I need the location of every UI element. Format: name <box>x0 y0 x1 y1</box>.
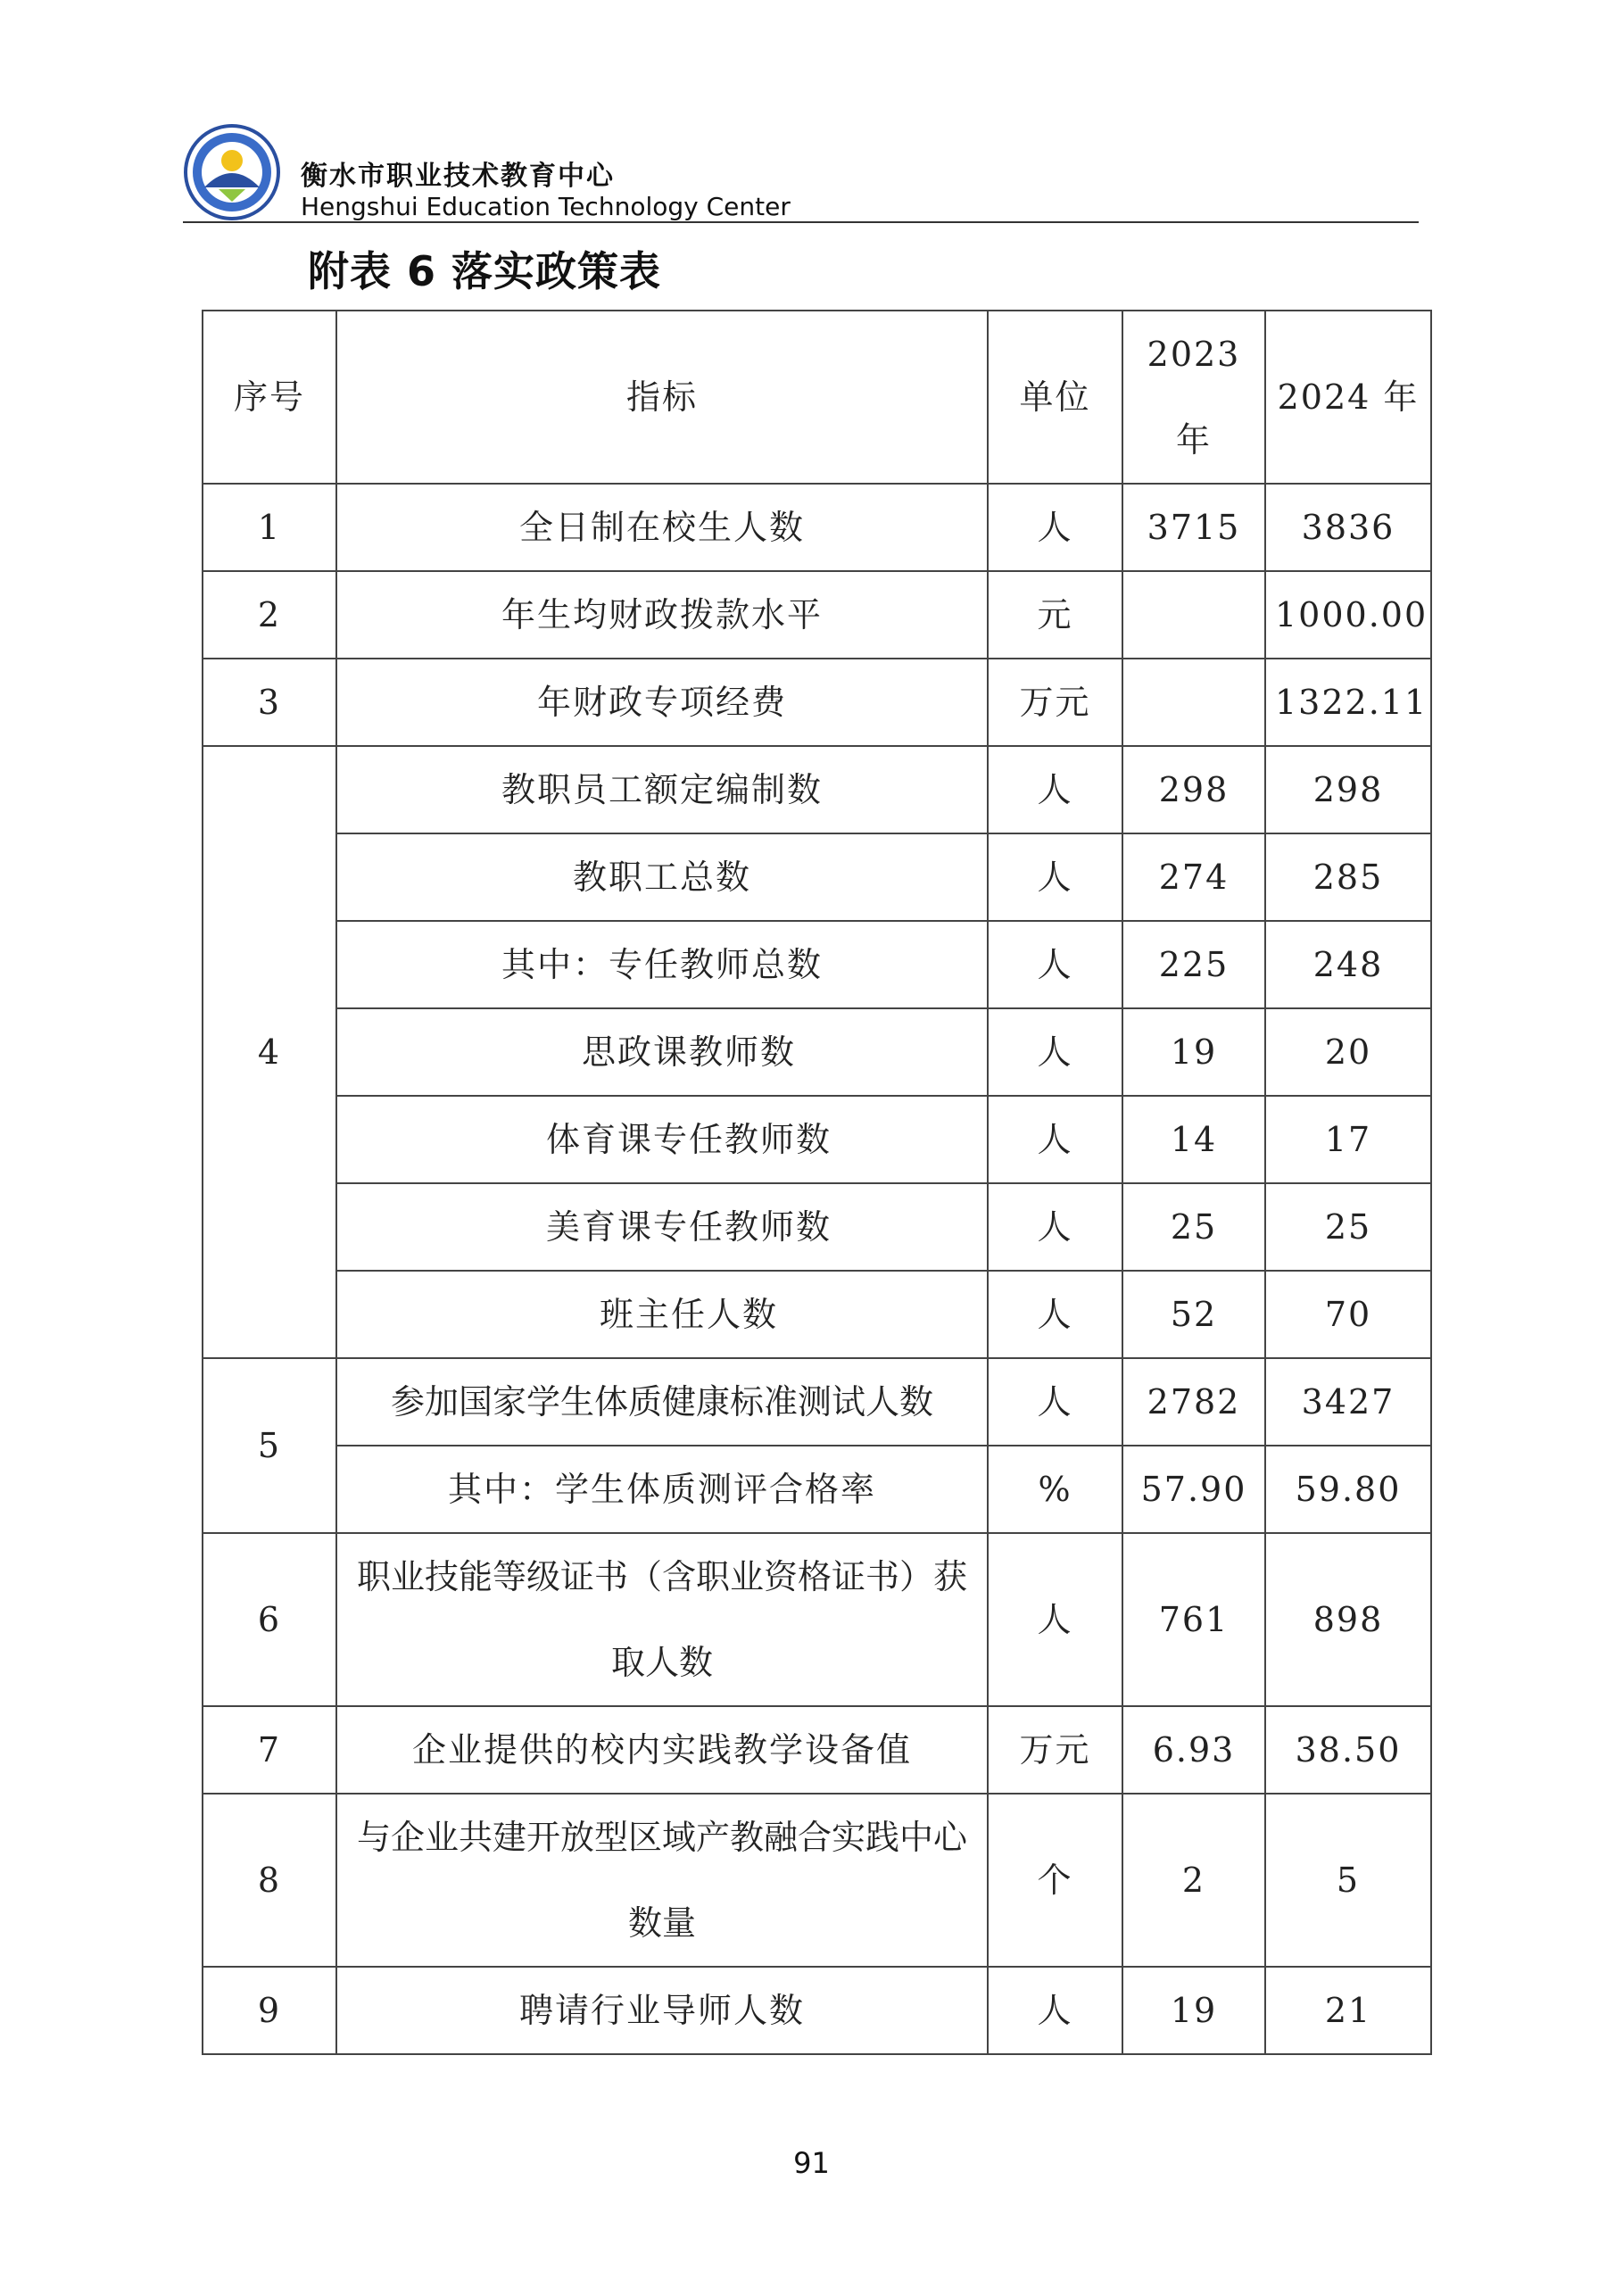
row-2024: 70 <box>1265 1271 1431 1358</box>
row-2023: 57.90 <box>1122 1446 1265 1533</box>
row-2024: 248 <box>1265 921 1431 1008</box>
row-no: 2 <box>203 571 336 659</box>
row-unit: 万元 <box>988 1706 1122 1794</box>
row-unit: 人 <box>988 1183 1122 1271</box>
table-row <box>203 1358 1431 1446</box>
row-unit: 人 <box>988 484 1122 571</box>
row-indicator: 年生均财政拨款水平 <box>336 571 988 659</box>
row-indicator: 美育课专任教师数 <box>336 1183 988 1271</box>
row-indicator: 企业提供的校内实践教学设备值 <box>336 1706 988 1794</box>
row-indicator: 思政课教师数 <box>336 1008 988 1096</box>
row-2023: 225 <box>1122 921 1265 1008</box>
row-2024: 59.80 <box>1265 1446 1431 1533</box>
header-no: 序号 <box>203 311 336 484</box>
table-row <box>203 833 1431 921</box>
policy-table <box>202 310 1432 2055</box>
row-indicator: 体育课专任教师数 <box>336 1096 988 1183</box>
row-unit: 个 <box>988 1794 1122 1967</box>
table-row <box>203 1967 1431 2054</box>
row-2023 <box>1122 659 1265 746</box>
table-row <box>203 1446 1431 1533</box>
row-unit: 人 <box>988 1096 1122 1183</box>
header-2023: 2023 年 <box>1122 311 1265 484</box>
row-2023: 298 <box>1122 746 1265 833</box>
table-row <box>203 571 1431 659</box>
row-indicator: 其中：专任教师总数 <box>336 921 988 1008</box>
header-2024: 2024 年 <box>1265 311 1431 484</box>
row-2024: 21 <box>1265 1967 1431 2054</box>
row-indicator: 参加国家学生体质健康标准测试人数 <box>336 1358 988 1446</box>
row-2023: 3715 <box>1122 484 1265 571</box>
row-unit: 人 <box>988 746 1122 833</box>
row-unit: 人 <box>988 833 1122 921</box>
table-row <box>203 1008 1431 1096</box>
row-no: 4 <box>203 746 336 1358</box>
row-unit: 人 <box>988 1271 1122 1358</box>
row-2024: 38.50 <box>1265 1706 1431 1794</box>
row-2024: 298 <box>1265 746 1431 833</box>
table-row <box>203 484 1431 571</box>
table-row <box>203 1183 1431 1271</box>
row-2023 <box>1122 571 1265 659</box>
row-no: 9 <box>203 1967 336 2054</box>
row-indicator: 班主任人数 <box>336 1271 988 1358</box>
row-unit: 人 <box>988 1358 1122 1446</box>
row-indicator: 聘请行业导师人数 <box>336 1967 988 2054</box>
header-indicator: 指标 <box>336 311 988 484</box>
row-2023: 25 <box>1122 1183 1265 1271</box>
header-unit: 单位 <box>988 311 1122 484</box>
row-2023: 52 <box>1122 1271 1265 1358</box>
table-row <box>203 1794 1431 1967</box>
row-2024: 20 <box>1265 1008 1431 1096</box>
row-2024: 3836 <box>1265 484 1431 571</box>
row-2024: 1000.00 <box>1265 571 1431 659</box>
table-row <box>203 1271 1431 1358</box>
row-unit: 人 <box>988 1533 1122 1706</box>
row-indicator: 教职工总数 <box>336 833 988 921</box>
table-row <box>203 1096 1431 1183</box>
header-rule <box>183 221 1419 223</box>
row-no: 5 <box>203 1358 336 1533</box>
table-row <box>203 1706 1431 1794</box>
table-row <box>203 746 1431 833</box>
row-unit: 人 <box>988 921 1122 1008</box>
row-unit: 万元 <box>988 659 1122 746</box>
row-indicator: 与企业共建开放型区域产教融合实践中心数量 <box>336 1794 988 1967</box>
row-2024: 898 <box>1265 1533 1431 1706</box>
row-no: 7 <box>203 1706 336 1794</box>
row-no: 1 <box>203 484 336 571</box>
table-row <box>203 659 1431 746</box>
row-indicator: 全日制在校生人数 <box>336 484 988 571</box>
row-no: 8 <box>203 1794 336 1967</box>
table-row <box>203 1533 1431 1706</box>
organization-name-cn: 衡水市职业技术教育中心 <box>301 161 615 192</box>
row-indicator: 其中：学生体质测评合格率 <box>336 1446 988 1533</box>
row-2024: 5 <box>1265 1794 1431 1967</box>
page-header <box>183 116 1419 223</box>
row-2023: 2 <box>1122 1794 1265 1967</box>
row-unit: 元 <box>988 571 1122 659</box>
row-2024: 3427 <box>1265 1358 1431 1446</box>
row-2023: 6.93 <box>1122 1706 1265 1794</box>
row-2024: 285 <box>1265 833 1431 921</box>
page-title: 附表 6 落实政策表 <box>308 247 662 295</box>
table-header-row <box>203 311 1431 484</box>
row-indicator: 年财政专项经费 <box>336 659 988 746</box>
row-indicator: 教职员工额定编制数 <box>336 746 988 833</box>
row-2024: 1322.11 <box>1265 659 1431 746</box>
row-unit: 人 <box>988 1967 1122 2054</box>
table-row <box>203 921 1431 1008</box>
row-2023: 14 <box>1122 1096 1265 1183</box>
row-2023: 761 <box>1122 1533 1265 1706</box>
row-no: 3 <box>203 659 336 746</box>
row-2023: 2782 <box>1122 1358 1265 1446</box>
organization-name-en: Hengshui Education Technology Center <box>301 192 791 221</box>
school-logo-icon <box>183 123 281 221</box>
row-indicator: 职业技能等级证书（含职业资格证书）获取人数 <box>336 1533 988 1706</box>
row-2024: 17 <box>1265 1096 1431 1183</box>
row-no: 6 <box>203 1533 336 1706</box>
row-2024: 25 <box>1265 1183 1431 1271</box>
row-2023: 274 <box>1122 833 1265 921</box>
page-number: 91 <box>793 2146 830 2180</box>
row-unit: 人 <box>988 1008 1122 1096</box>
row-2023: 19 <box>1122 1008 1265 1096</box>
row-unit: % <box>988 1446 1122 1533</box>
row-2023: 19 <box>1122 1967 1265 2054</box>
